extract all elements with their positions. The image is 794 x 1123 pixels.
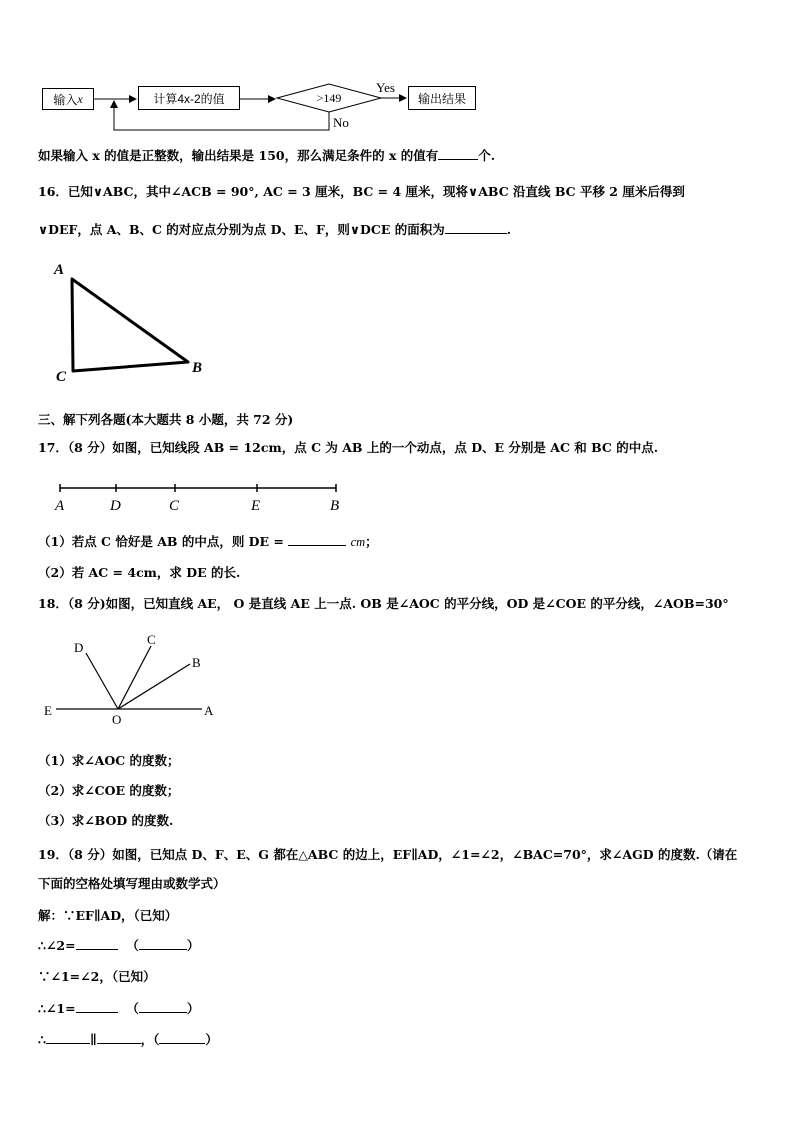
q19-row1: ∴∠2= （ ） [38,938,200,953]
q17-label-b: B [330,498,340,514]
q17-label-c: C [169,498,180,514]
q16-label-a: A [54,262,65,278]
q18-label-a: A [204,703,214,718]
flowchart-diagram [0,0,794,140]
q19-row2: ∵∠1=∠2，（已知） [38,969,156,984]
q19-row4-reason-blank[interactable] [159,1031,205,1044]
q15-text: 如果输入 x 的值是正整数，输出结果是 150，那么满足条件的 x 的值有 个. [38,148,496,163]
q18-label-c: C [147,632,156,647]
q16-line1: 16．已知∨ABC，其中∠ACB = 90°, AC = 3 厘米，BC = 4 厘米，现将∨ABC 沿直线 BC 平移 2 厘米后得到 [38,184,685,199]
q16-blank[interactable] [445,221,507,234]
q17-part1-blank[interactable] [288,533,346,546]
q18-part2: （2）求∠COE 的度数； [38,783,180,798]
q17-label-d: D [110,498,121,514]
flowchart-compute-label: 计算4x-2的值 [153,91,225,106]
q18-label-o: O [112,712,122,727]
q19-row4: ∴ ∥ ，（ ） [38,1032,218,1047]
flowchart-loop-no [114,101,329,130]
q18-angle-figure [40,630,240,730]
flowchart-input-var: x [77,91,83,106]
q17-segment-figure [50,478,350,518]
section3-title: 三、解下列各题(本大题共 8 小题，共 72 分) [38,412,294,427]
q16-label-c: C [56,369,67,385]
q17-stem: 17．（8 分）如图，已知线段 AB = 12cm，点 C 为 AB 上的一个动点，点 D、E 分别是 AC 和 BC 的中点. [38,440,659,455]
flowchart-decision-label: >149 [316,91,342,105]
q19-stem1: 19．（8 分）如图，已知点 D、F、E、G 都在△ABC 的边上，EF∥AD，∠1=∠2，∠BAC=70°，求∠AGD 的度数.（请在 [38,847,738,862]
flowchart-yes-label: Yes [376,80,395,95]
q18-part1: （1）求∠AOC 的度数； [38,753,180,768]
flowchart-output-label: 输出结果 [417,91,466,106]
flowchart-no-label: No [333,115,349,130]
q19-row4-blank-left[interactable] [46,1031,90,1044]
q19-row1-blank[interactable] [76,937,118,950]
flowchart-input-label: 输入 [53,92,78,107]
q17-part1: （1）若点 C 恰好是 AB 的中点，则 DE = cm； [38,534,378,549]
q19-row3-reason-blank[interactable] [139,1000,187,1013]
q17-label-a: A [55,498,65,514]
q16-triangle [72,279,188,371]
q18-label-d: D [74,640,84,655]
q18-label-b: B [192,655,201,670]
q16-label-b: B [192,360,203,376]
q16-triangle-figure [48,258,218,388]
q18-ray-od [86,653,118,709]
q19-row4-blank-right[interactable] [97,1031,141,1044]
q15-blank[interactable] [438,147,478,160]
q18-ray-ob [118,664,190,709]
q19-solution-label: 解：∵EF∥AD，（已知） [38,908,178,923]
q19-row3-blank[interactable] [76,1000,118,1013]
q17-label-e: E [251,498,261,514]
q16-line2: ∨DEF，点 A、B、C 的对应点分别为点 D、E、F，则∨DCE 的面积为 . [38,222,512,237]
q19-stem2: 下面的空格处填写理由或数学式） [38,876,226,891]
q17-part2: （2）若 AC = 4cm，求 DE 的长. [38,565,241,580]
q19-row3: ∴∠1= （ ） [38,1001,200,1016]
q18-part3: （3）求∠BOD 的度数. [38,813,174,828]
q18-label-e: E [44,703,52,718]
q18-ray-oc [118,646,151,709]
q18-stem: 18．（8 分)如图，已知直线 AE， O 是直线 AE 上一点. OB 是∠AOC 的平分线，OD 是∠COE 的平分线，∠AOB=30° [38,596,729,611]
q19-row1-reason-blank[interactable] [139,937,187,950]
